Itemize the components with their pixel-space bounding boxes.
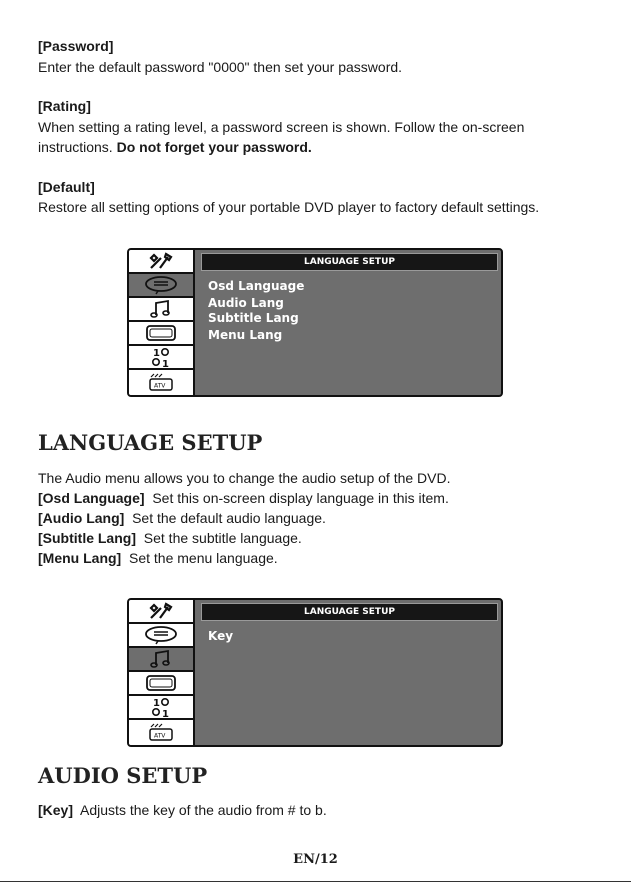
entry-tag: [Menu Lang] [38, 550, 122, 566]
default-heading: [Default] [38, 179, 95, 195]
osd-audio-setup-screen [127, 598, 503, 747]
tools-icon [129, 250, 193, 274]
language-entry-osd [38, 488, 449, 508]
rating-warning: Do not forget your password. [116, 139, 312, 155]
osd-menu-item[interactable]: Audio Lang [208, 296, 284, 310]
atv-icon [129, 720, 193, 744]
language-entry-audio [38, 508, 326, 528]
entry-tag: [Audio Lang] [38, 510, 125, 526]
osd-menu-item[interactable]: Subtitle Lang [208, 311, 299, 325]
svg-text:1: 1 [162, 359, 169, 368]
entry-desc: Adjusts the key of the audio from # to b. [80, 802, 327, 818]
atv-label: ATV [154, 382, 166, 390]
entry-desc: Set the default audio language. [132, 510, 326, 526]
atv-icon [129, 370, 193, 394]
entry-tag: [Osd Language] [38, 490, 145, 506]
password-heading: [Password] [38, 38, 114, 54]
footer-divider [0, 881, 631, 882]
osd-title-bar: LANGUAGE SETUP [201, 253, 498, 271]
music-note-icon [129, 648, 193, 672]
digits-icon [129, 696, 193, 720]
page-number: EN/12 [293, 852, 338, 867]
osd-icon-column [129, 250, 195, 395]
language-entry-menu [38, 548, 278, 568]
rating-text-plain: instructions. [38, 139, 117, 155]
entry-tag: [Key] [38, 802, 74, 818]
osd-title-bar: LANGUAGE SETUP [201, 603, 498, 621]
password-text: Enter the default password "0000" then set your password. [38, 59, 403, 75]
language-entry-subtitle [38, 528, 302, 548]
music-note-icon [129, 298, 193, 322]
svg-text:1: 1 [153, 698, 160, 709]
digits-icon [129, 346, 193, 370]
atv-label: ATV [154, 732, 166, 740]
tools-icon [129, 600, 193, 624]
speech-bubble-icon [129, 624, 193, 648]
osd-icon-column [129, 600, 195, 745]
entry-desc: Set the menu language. [129, 550, 278, 566]
osd-menu-item[interactable]: Osd Language [208, 279, 305, 293]
speech-bubble-icon [129, 274, 193, 298]
entry-desc: Set the subtitle language. [143, 530, 302, 546]
screen-icon [129, 672, 193, 696]
default-text: Restore all setting options of your portable DVD player to factory default settings. [38, 199, 540, 215]
osd-language-setup-screen [127, 248, 503, 397]
rating-text-line1: When setting a rating level, a password screen is shown. Follow the on-screen [38, 119, 525, 135]
svg-text:1: 1 [162, 709, 169, 718]
language-intro: The Audio menu allows you to change the audio setup of the DVD. [38, 470, 451, 486]
audio-setup-heading: AUDIO SETUP [38, 763, 208, 788]
svg-text:1: 1 [153, 348, 160, 359]
language-setup-heading: LANGUAGE SETUP [38, 430, 263, 455]
osd-menu-item[interactable]: Key [208, 629, 234, 643]
entry-tag: [Subtitle Lang] [38, 530, 136, 546]
osd-menu-item[interactable]: Menu Lang [208, 328, 283, 342]
rating-text-line2 [38, 137, 312, 157]
rating-heading: [Rating] [38, 98, 91, 114]
audio-entry-key [38, 800, 327, 820]
entry-desc: Set this on-screen display language in this item. [152, 490, 449, 506]
screen-icon [129, 322, 193, 346]
